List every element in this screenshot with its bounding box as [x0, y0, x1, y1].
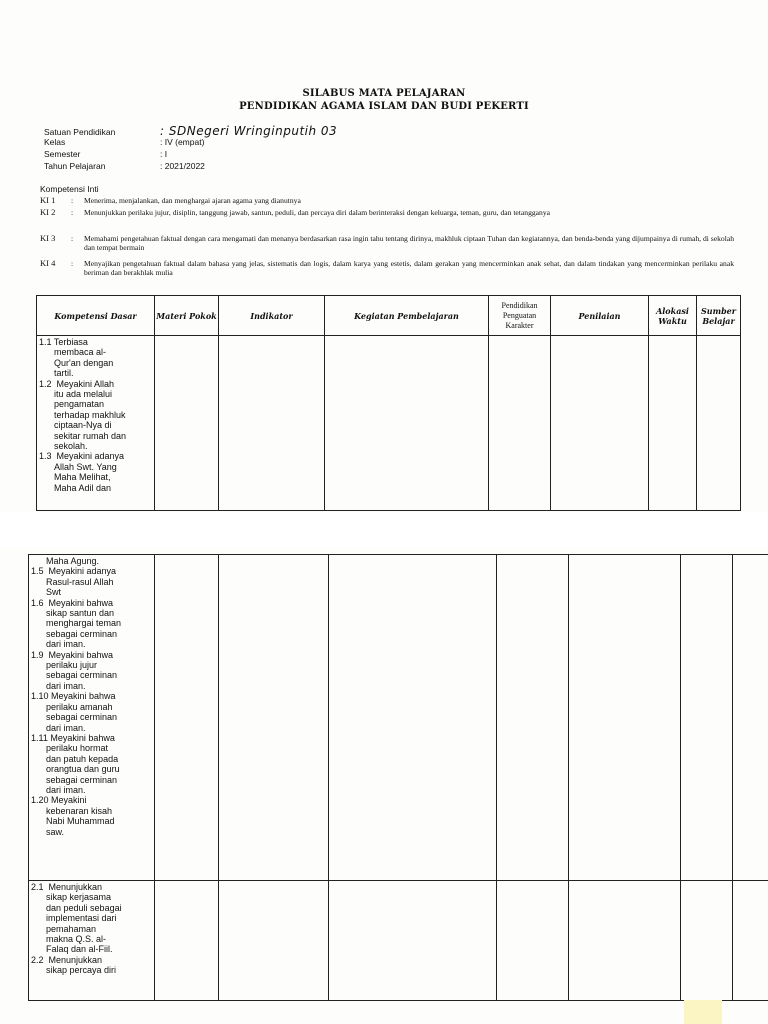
ki-text: Menunjukkan perilaku jujur, disiplin, tanggung jawab, santun, peduli, dan percaya diri dalam berinteraksi dengan keluarga, teman, guru, dan tetangganya [84, 208, 551, 217]
table-row [29, 881, 768, 1001]
identity-label: Tahun Pelajaran [44, 161, 106, 171]
header-materi-pokok: Materi Pokok [155, 296, 219, 336]
table-header-row [37, 296, 741, 336]
identity-value: : IV (empat) [160, 137, 205, 147]
identity-row-class [44, 137, 204, 147]
identity-value: : I [160, 149, 168, 159]
header-alokasi-waktu: Alokasi Waktu [649, 296, 697, 336]
ki-text: Memahami pengetahuan faktual dengan cara mengamati dan menanya berdasarkan rasa ingin tahu tentang dirinya, makhluk ciptaan Tuhan dan kegiatannya, dan benda-benda yang dijumpainya di rumah, di sekolah dan tempat bermain [84, 234, 734, 252]
kd-cell [37, 336, 155, 511]
table-row [29, 555, 768, 881]
empty-cell [155, 881, 219, 1001]
ki-item: KI 4 : Menyajikan pengetahuan faktual dalam bahasa yang jelas, sistematis dan logis, dalam karya yang estetis, dalam gerakan yang mencerminkan anak sehat, dan dalam tindakan yang mencerminkan perilaku anak beriman dan berakhlak mulia [40, 258, 734, 277]
empty-cell [329, 555, 497, 881]
identity-value: : 2021/2022 [160, 161, 205, 171]
syllabus-page-2 [0, 548, 768, 1024]
empty-cell [569, 555, 681, 881]
syllabus-table-page1 [36, 295, 741, 511]
ki-code: KI 2 [40, 207, 56, 217]
kd-text: 2.1 Menunjukkan sikap kerjasama dan peduli sebagai implementasi dari pemahaman makna Q.S. al- Falaq dan al-Fiil. 2.2 Menunjukkan sikap percaya diri [31, 882, 122, 976]
kd-cell [29, 881, 155, 1001]
empty-cell [681, 881, 733, 1001]
empty-cell [219, 336, 325, 511]
empty-cell [733, 881, 768, 1001]
empty-cell [219, 881, 329, 1001]
document-title: SILABUS MATA PELAJARAN [302, 88, 466, 99]
ki-text: Menyajikan pengetahuan faktual dalam bahasa yang jelas, sistematis dan logis, dalam karya yang estetis, dalam gerakan yang mencerminkan anak sehat, dan dalam tindakan yang mencerminkan perilaku anak beriman dan berakhlak mulia [84, 259, 734, 277]
header-kegiatan-pembelajaran: Kegiatan Pembelajaran [325, 296, 489, 336]
identity-value-handwritten: : SDNegeri Wringinputih 03 [160, 124, 338, 138]
table-row [37, 336, 741, 511]
kd-cell [29, 555, 155, 881]
empty-cell [325, 336, 489, 511]
syllabus-table-page2 [28, 554, 768, 1001]
kd-text: Maha Agung. 1.5 Meyakini adanya Rasul-rasul Allah Swt 1.6 Meyakini bahwa sikap santun dan menghargai teman sebagai cerminan dari iman. 1.9 Meyakini bahwa perilaku jujur sebagai cerminan dari iman. 1.10 Meyakini bahwa perilaku amanah sebagai cerminan dari iman. 1.11 Meyakini bahwa perilaku hormat dan patuh kepada orangtua dan guru sebagai cerminan dari iman. 1.20 Meyakini kebenaran kisah Nabi Muhammad saw. [31, 556, 122, 837]
identity-label: Satuan Pendidikan [44, 127, 116, 137]
empty-cell [649, 336, 697, 511]
ki-code: KI 4 [40, 258, 56, 268]
identity-row-year [44, 161, 205, 171]
identity-row-school [44, 124, 337, 138]
ki-item: KI 2 : Menunjukkan perilaku jujur, disiplin, tanggung jawab, santun, peduli, dan percaya diri dalam berinteraksi dengan keluarga, teman, guru, dan tetangganya [40, 208, 734, 217]
header-penilaian: Penilaian [551, 296, 649, 336]
ki-item: KI 3 : Memahami pengetahuan faktual dengan cara mengamati dan menanya berdasarkan rasa ingin tahu tentang dirinya, makhluk ciptaan Tuhan dan kegiatannya, dan benda-benda yang dijumpainya di rumah, di sekolah dan tempat bermain [40, 233, 734, 252]
document-subtitle: PENDIDIKAN AGAMA ISLAM DAN BUDI PEKERTI [239, 101, 529, 112]
ki-item: KI 1 : Menerima, menjalankan, dan menghargai ajaran agama yang dianutnya [40, 196, 734, 205]
ki-text: Menerima, menjalankan, dan menghargai ajaran agama yang dianutnya [84, 196, 301, 205]
empty-cell [697, 336, 741, 511]
empty-cell [155, 336, 219, 511]
sticky-note [684, 1000, 722, 1024]
empty-cell [569, 881, 681, 1001]
empty-cell [733, 555, 768, 881]
empty-cell [497, 881, 569, 1001]
header-kompetensi-dasar: Kompetensi Dasar [37, 296, 155, 336]
header-sumber-belajar: Sumber Belajar [697, 296, 741, 336]
empty-cell [551, 336, 649, 511]
empty-cell [155, 555, 219, 881]
ki-code: KI 3 [40, 233, 56, 243]
empty-cell [329, 881, 497, 1001]
header-indikator: Indikator [219, 296, 325, 336]
empty-cell [681, 555, 733, 881]
empty-cell [489, 336, 551, 511]
empty-cell [497, 555, 569, 881]
identity-label: Semester [44, 149, 81, 159]
identity-label: Kelas [44, 137, 66, 147]
page-gap [0, 512, 768, 548]
kd-text: 1.1 Terbiasa membaca al- Qur'an dengan tartil. 1.2 Meyakini Allah itu ada melalui pengamatan terhadap makhluk ciptaan-Nya di sekitar rumah dan sekolah. 1.3 Meyakini adanya Allah Swt. Yang Maha Melihat, Maha Adil dan [39, 337, 127, 493]
header-pendidikan-karakter: Pendidikan Penguatan Karakter [489, 296, 551, 336]
kompetensi-inti-heading: Kompetensi Inti [40, 184, 99, 194]
ki-code: KI 1 [40, 195, 56, 205]
empty-cell [219, 555, 329, 881]
identity-row-semester [44, 149, 167, 159]
